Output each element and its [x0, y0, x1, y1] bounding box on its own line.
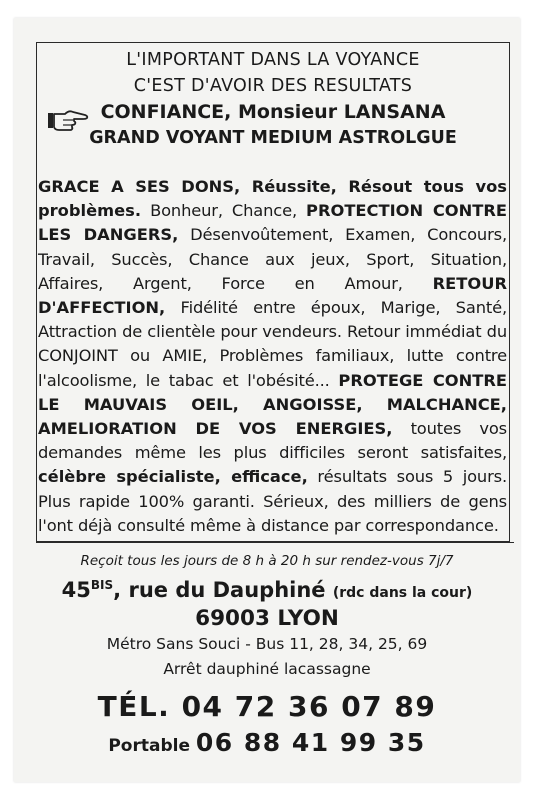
mobile-phone	[14, 728, 520, 757]
body-bold-1: GRACE A SES DONS,	[38, 177, 241, 196]
headline-confiance: CONFIANCE, Monsieur LANSANA	[100, 101, 446, 123]
street-number: 45	[61, 578, 91, 602]
services-paragraph	[38, 175, 507, 538]
street-name: , rue du Dauphiné	[113, 578, 333, 602]
headline-voyant: GRAND VOYANT MEDIUM ASTROLGUE	[89, 128, 457, 148]
headline-2: C'EST D'AVOIR DES RESULTATS	[133, 76, 413, 96]
mobile-number: 06 88 41 99 35	[195, 728, 426, 757]
body-bold-8: PROTEGE CONTRE LE MAUVAIS OEIL, ANGOISSE, MALCHANCE, AMELIORATION DE VOS ENERGIES,	[38, 370, 507, 439]
mobile-label: Portable	[108, 736, 196, 756]
divider	[36, 542, 514, 543]
bus-stop: Arrêt dauphiné lacassagne	[163, 660, 371, 678]
opening-hours: Reçoit tous les jours de 8 h à 20 h sur rendez-vous 7j/7	[80, 553, 454, 569]
transport-info: Métro Sans Souci - Bus 11, 28, 34, 25, 69	[106, 635, 428, 653]
body-bold-2: Réussite, Résout tous vos problèmes.	[38, 177, 507, 221]
body-text-9: toutes vos demandes même les plus difficiles seront satisfaites,	[38, 419, 507, 463]
street-address	[14, 578, 520, 602]
street-number-bis: BIS	[90, 578, 114, 592]
body-text-5: Désenvoûtement, Examen, Concours, Travail, Succès, Chance aux jeux, Sport, Situation, Affaires, Argent, Force en Amour,	[38, 225, 507, 293]
body-text-3: Bonheur, Chance,	[141, 201, 307, 221]
city: 69003 LYON	[195, 606, 339, 631]
body-text-11: résultats sous 5 jours. Plus rapide 100% garanti. Sérieux, des milliers de gens l'ont déjà consulté même à distance par correspondance.	[38, 467, 507, 535]
body-text-7: Fidélité entre époux, Marige, Santé, Attraction de clientèle pour vendeurs. Retour immédiat du CONJOINT ou AMIE, Problèmes familiaux, lutte contre l'alcoolisme, le tabac et l'obésité...	[38, 298, 507, 390]
headline-1: L'IMPORTANT DANS LA VOYANCE	[126, 50, 420, 70]
telephone: TÉL. 04 72 36 07 89	[97, 690, 437, 723]
body-bold-6: RETOUR D'AFFECTION,	[38, 273, 507, 318]
body-bold-10: célèbre spécialiste, efficace,	[38, 467, 308, 487]
body-bold-4: PROTECTION CONTRE LES DANGERS,	[38, 201, 507, 245]
address-note: (rdc dans la cour)	[332, 585, 473, 601]
